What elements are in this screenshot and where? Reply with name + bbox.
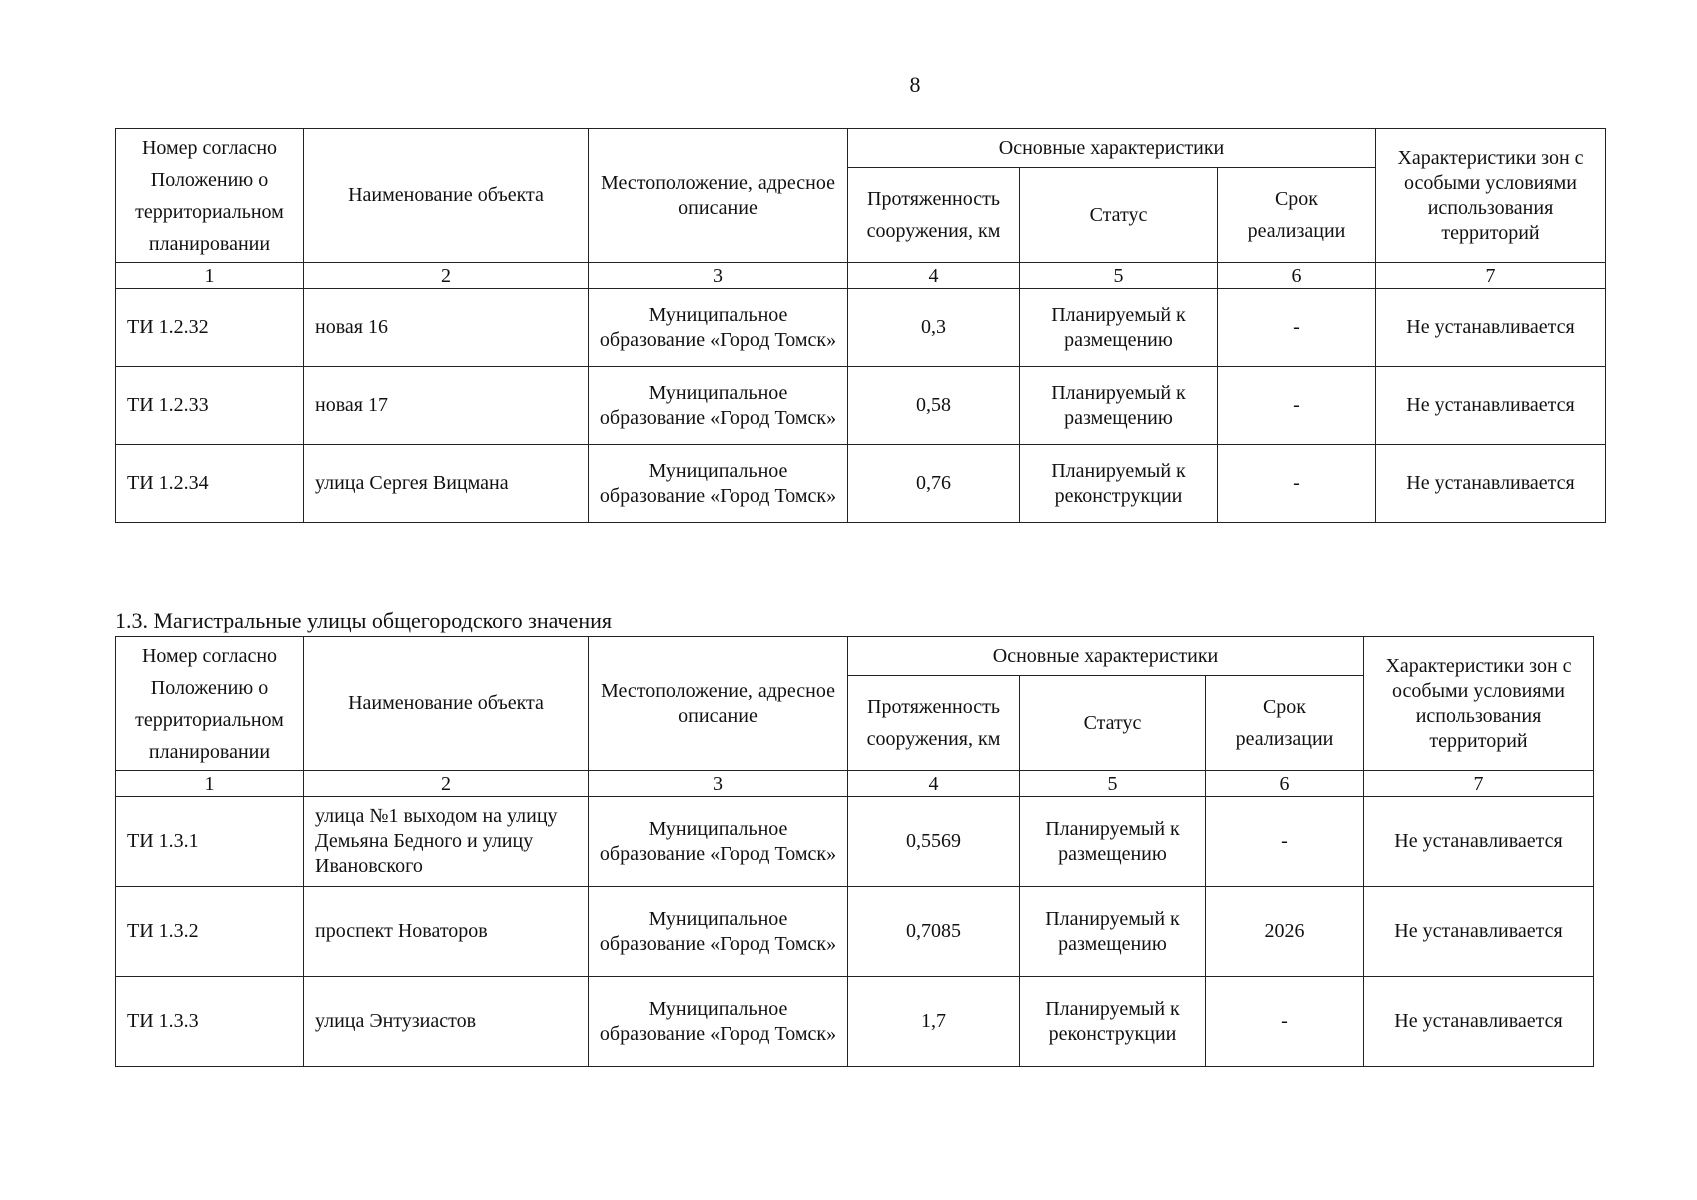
table-row (116, 289, 1606, 367)
object-zones: Не устанавливается (1376, 289, 1606, 367)
header-name: Наименование объекта (304, 637, 589, 771)
column-number: 3 (589, 771, 848, 797)
header-number: Номер согласно Положению о территориальном планировании (116, 129, 304, 263)
column-number: 2 (304, 263, 589, 289)
object-status: Планируемый к реконструкции (1020, 445, 1218, 523)
header-length: Протяженность сооружения, км (848, 168, 1020, 263)
object-id: ТИ 1.2.33 (116, 367, 304, 445)
object-status: Планируемый к размещению (1020, 367, 1218, 445)
object-location: Муниципальное образование «Город Томск» (589, 797, 848, 887)
column-number: 5 (1020, 263, 1218, 289)
column-number: 3 (589, 263, 848, 289)
header-zones: Характеристики зон с особыми условиями использования территорий (1364, 637, 1594, 771)
header-status: Статус (1020, 676, 1206, 771)
column-numbers-row (116, 263, 1606, 289)
object-length: 0,5569 (848, 797, 1020, 887)
object-length: 0,7085 (848, 887, 1020, 977)
column-number: 2 (304, 771, 589, 797)
object-status: Планируемый к размещению (1020, 887, 1206, 977)
header-length: Протяженность сооружения, км (848, 676, 1020, 771)
object-id: ТИ 1.2.32 (116, 289, 304, 367)
header-number: Номер согласно Положению о территориальном планировании (116, 637, 304, 771)
header-term: Срок реализации (1206, 676, 1364, 771)
column-number: 6 (1218, 263, 1376, 289)
table-row (116, 367, 1606, 445)
column-number: 5 (1020, 771, 1206, 797)
object-location: Муниципальное образование «Город Томск» (589, 887, 848, 977)
object-term: - (1218, 445, 1376, 523)
object-id: ТИ 1.2.34 (116, 445, 304, 523)
object-status: Планируемый к размещению (1020, 797, 1206, 887)
object-location: Муниципальное образование «Город Томск» (589, 289, 848, 367)
header-term: Срок реализации (1218, 168, 1376, 263)
column-number: 7 (1376, 263, 1606, 289)
header-status: Статус (1020, 168, 1218, 263)
table-row (116, 887, 1594, 977)
object-length: 0,58 (848, 367, 1020, 445)
column-number: 4 (848, 771, 1020, 797)
object-name: новая 17 (304, 367, 589, 445)
object-zones: Не устанавливается (1376, 445, 1606, 523)
object-zones: Не устанавливается (1376, 367, 1606, 445)
header-location: Местоположение, адресное описание (589, 129, 848, 263)
column-number: 7 (1364, 771, 1594, 797)
object-length: 0,3 (848, 289, 1020, 367)
object-name: проспект Новаторов (304, 887, 589, 977)
table-row (116, 445, 1606, 523)
object-status: Планируемый к размещению (1020, 289, 1218, 367)
column-number: 1 (116, 263, 304, 289)
object-name: улица Энтузиастов (304, 977, 589, 1067)
header-location: Местоположение, адресное описание (589, 637, 848, 771)
column-numbers-row (116, 771, 1594, 797)
header-name: Наименование объекта (304, 129, 589, 263)
header-main-characteristics: Основные характеристики (848, 637, 1364, 676)
objects-table-1 (115, 128, 1606, 523)
table-row (116, 797, 1594, 887)
object-length: 1,7 (848, 977, 1020, 1067)
column-number: 6 (1206, 771, 1364, 797)
page-number: 8 (909, 72, 921, 97)
column-number: 4 (848, 263, 1020, 289)
object-zones: Не устанавливается (1364, 797, 1594, 887)
object-term: - (1218, 367, 1376, 445)
object-zones: Не устанавливается (1364, 887, 1594, 977)
object-location: Муниципальное образование «Город Томск» (589, 977, 848, 1067)
object-term: - (1206, 977, 1364, 1067)
object-id: ТИ 1.3.3 (116, 977, 304, 1067)
object-length: 0,76 (848, 445, 1020, 523)
object-location: Муниципальное образование «Город Томск» (589, 445, 848, 523)
section-title: 1.3. Магистральные улицы общегородского значения (115, 608, 612, 633)
object-name: новая 16 (304, 289, 589, 367)
header-main-characteristics: Основные характеристики (848, 129, 1376, 168)
column-number: 1 (116, 771, 304, 797)
object-term: - (1206, 797, 1364, 887)
object-name: улица Сергея Вицмана (304, 445, 589, 523)
object-name: улица №1 выходом на улицу Демьяна Бедного и улицу Ивановского (304, 797, 589, 887)
object-zones: Не устанавливается (1364, 977, 1594, 1067)
table-row (116, 977, 1594, 1067)
object-status: Планируемый к реконструкции (1020, 977, 1206, 1067)
objects-table-2 (115, 636, 1594, 1067)
object-location: Муниципальное образование «Город Томск» (589, 367, 848, 445)
header-zones: Характеристики зон с особыми условиями использования территорий (1376, 129, 1606, 263)
object-term: 2026 (1206, 887, 1364, 977)
object-id: ТИ 1.3.2 (116, 887, 304, 977)
object-term: - (1218, 289, 1376, 367)
object-id: ТИ 1.3.1 (116, 797, 304, 887)
